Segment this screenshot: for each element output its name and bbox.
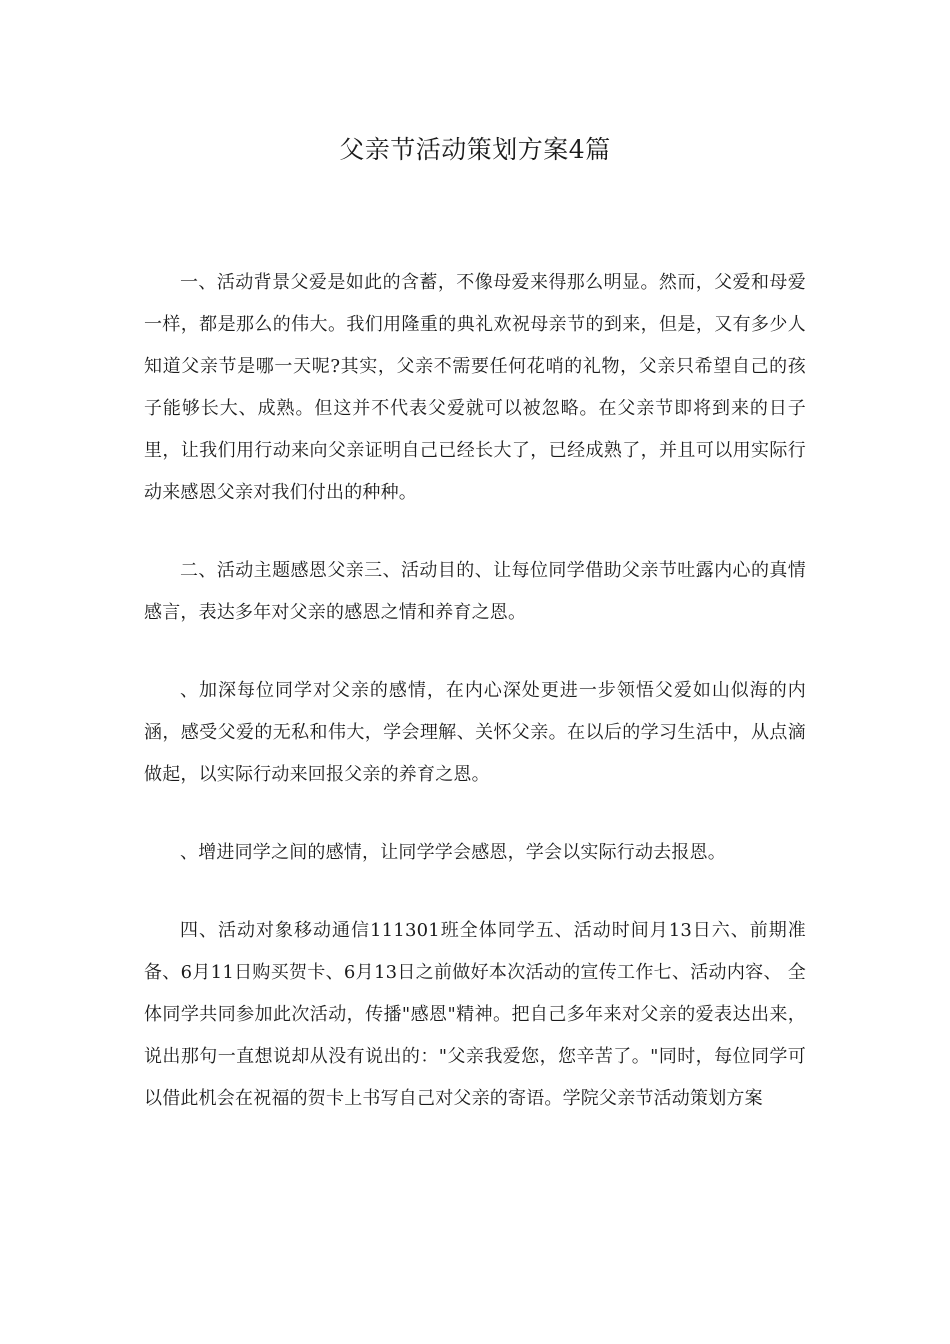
paragraph-gap [144,796,806,832]
paragraph-background: 一、活动背景父爱是如此的含蓄，不像母爱来得那么明显。然而，父爱和母爱一样，都是那么的伟大。我们用隆重的典礼欢祝母亲节的到来，但是，又有多少人知道父亲节是哪一天呢?其实，父亲不需要任何花哨的礼物，父亲只希望自己的孩子能够长大、成熟。但这并不代表父爱就可以被忽略。在父亲节即将到来的日子里，让我们用行动来向父亲证明自己已经长大了，已经成熟了，并且可以用实际行动来感恩父亲对我们付出的种种。 [144,272,806,503]
document-title: 父亲节活动策划方案4篇 [339,135,611,164]
paragraph-gap [144,514,806,550]
paragraph-target-schedule: 四、活动对象移动通信111301班全体同学五、活动时间月13日六、前期准备、6月11日购买贺卡、6月13日之前做好本次活动的宣传工作七、活动内容、 全体同学共同参加此次活动，传播"感恩"精神。把自己多年来对父亲的爱表达出来，说出那句一直想说却从没有说出的："父亲我爱您，您辛苦了。"同时，每位同学可以借此机会在祝福的贺卡上书写自己对父亲的寄语。学院父亲节活动策划方案 [144,920,806,1109]
paragraph-theme-purpose: 二、活动主题感恩父亲三、活动目的、让每位同学借助父亲节吐露内心的真情感言，表达多年对父亲的感恩之情和养育之恩。 [144,560,806,623]
paragraph-deepen-feelings: 、加深每位同学对父亲的感情，在内心深处更进一步领悟父爱如山似海的内涵，感受父爱的无私和伟大，学会理解、关怀父亲。在以后的学习生活中，从点滴做起，以实际行动来回报父亲的养育之恩。 [144,680,806,785]
paragraph-classmates: 、增进同学之间的感情，让同学学会感恩，学会以实际行动去报恩。 [180,842,726,863]
paragraph-gap [144,634,806,670]
document-body [144,262,806,1120]
paragraph-gap [144,874,806,910]
